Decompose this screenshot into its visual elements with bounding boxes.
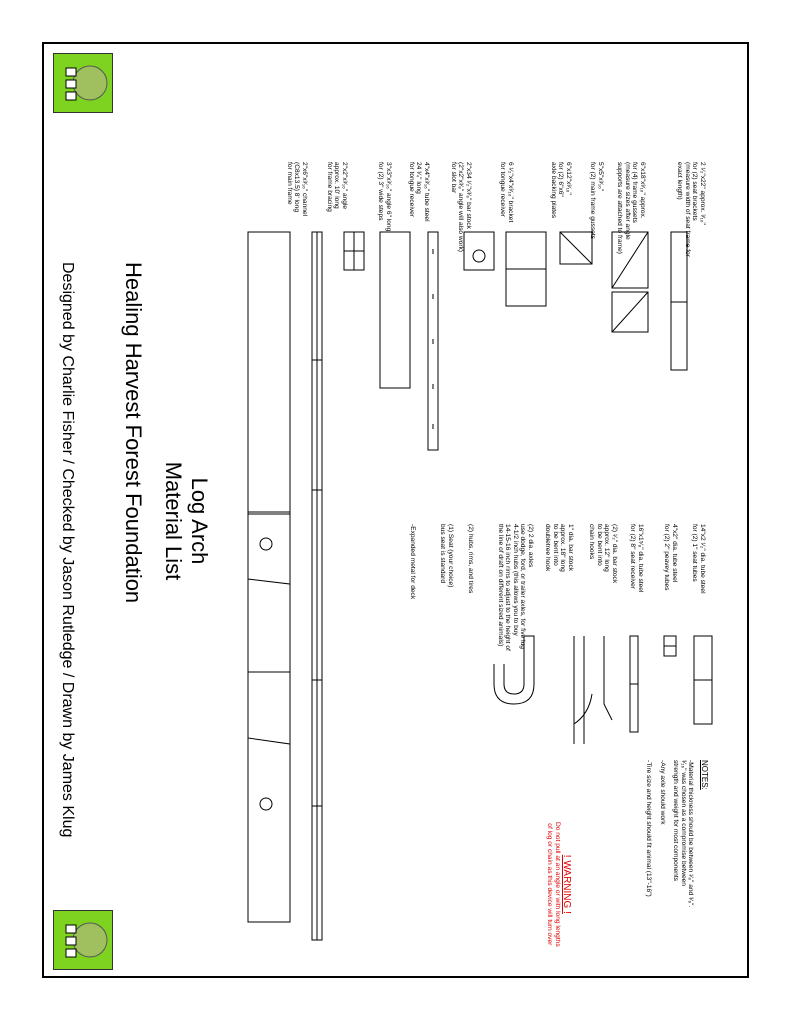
part-chain-hooks xyxy=(574,636,612,744)
part-seat-brackets xyxy=(671,232,687,370)
material-line: approx. 12" long xyxy=(603,524,611,572)
material-line: 4-1/2 inch hubs (this allows you to buy xyxy=(511,524,519,636)
part-steps xyxy=(344,232,364,270)
material-line: for (2) main frame gussets xyxy=(589,162,597,239)
material-line: for (2) 1" seat tubes xyxy=(691,524,699,582)
material-line: to be bent into xyxy=(595,524,603,566)
notes-heading: NOTES: xyxy=(700,760,709,790)
part-frame-bracing xyxy=(312,232,322,940)
material-line: 3"x3"x³⁄₁₆" angle 6" long xyxy=(385,162,392,232)
warning-line-1: Do not pull at an angle or with long lengths xyxy=(554,822,561,947)
material-line: 6"x18"x³⁄₁₆" approx. xyxy=(639,162,646,219)
parts-drawing xyxy=(44,44,749,978)
material-line: (2) hubs, rims, and tires xyxy=(467,524,474,594)
material-line: for (2) 8" seat receiver xyxy=(629,524,637,590)
material-line: (C8x13.5) 8' long xyxy=(293,162,301,213)
material-line: (measure width of seat frame for xyxy=(683,162,691,257)
title-material-list: Material List xyxy=(161,461,186,581)
material-line: 1" dia. bar stock xyxy=(567,524,574,572)
material-line: doubletree hook xyxy=(544,524,552,572)
material-line: (measure sizes after angle xyxy=(623,162,631,240)
material-line: to be bent into xyxy=(551,524,559,566)
material-line: approx. 18" long xyxy=(559,524,567,572)
part-frame-gussets xyxy=(612,232,648,332)
material-line: for (2) seat brackets xyxy=(691,162,699,221)
material-line: use dodge, ford, or trailer axles, for five lug xyxy=(519,524,527,649)
note-1-l1: -Material thickness should be between ¹⁄₈" and ³⁄₈". xyxy=(687,760,695,908)
material-line: chain hooks xyxy=(588,524,596,560)
material-line: for slot bar xyxy=(449,162,457,194)
org-name: Healing Harvest Forest Foundation xyxy=(121,262,146,604)
drawing-sheet xyxy=(42,42,749,978)
material-line: -Expanded metal for deck xyxy=(409,524,416,600)
part-seat-receiver xyxy=(630,636,638,732)
material-line: 2"x6"x³⁄₁₆" channel xyxy=(301,162,308,217)
material-line: 16"x1⁵⁄₈" dia. tube steel xyxy=(637,524,644,593)
part-slot-bar xyxy=(428,232,438,450)
material-line: for tongue receiver xyxy=(407,162,415,217)
material-line: for (2) 6"x6" xyxy=(557,162,565,197)
material-line: 4"x4"x³⁄₁₆" tube steel xyxy=(423,162,430,222)
part-peavey-tubes xyxy=(664,636,676,656)
note-2: -Any axle should work xyxy=(658,760,666,825)
warning-line-2: of log or chain as this device will turn over xyxy=(546,823,554,946)
material-line: for main frame xyxy=(285,162,293,205)
material-line: exact length) xyxy=(676,162,684,200)
material-line: the line of draft on different sized animals) xyxy=(496,524,504,647)
material-line: 2 ¹⁄₂"x22" approx. ³⁄₁₆" xyxy=(699,162,706,225)
material-line: 14"x2 ¹⁄₂" dia. tube steel xyxy=(699,524,706,594)
note-3: -Tire size and height should fit animal (13"-16") xyxy=(645,760,653,897)
material-line: supports are attached to frame) xyxy=(616,162,624,254)
material-line: approx. 10' long xyxy=(333,162,341,209)
material-line: 24 ³⁄₄" long xyxy=(415,162,423,194)
part-main-frame-gussets xyxy=(560,232,592,264)
material-line: (2) 2 dia. axles xyxy=(527,524,534,568)
material-line: 6"x12"x³⁄₁₆" xyxy=(565,162,572,195)
material-line: bus seat is standard xyxy=(439,524,447,584)
material-line: 6 ¹⁄₂"x4"x³⁄₁₆" bracket xyxy=(507,162,514,223)
material-line: (1) Seat (your choice) xyxy=(447,524,454,588)
material-line: for (4) frame gussets xyxy=(631,162,639,223)
material-line: for tongue receiver xyxy=(499,162,507,217)
title-log-arch: Log Arch xyxy=(187,477,212,565)
part-seat-tubes xyxy=(694,636,712,724)
part-tongue-receiver xyxy=(380,232,410,388)
material-line: (2"x2"x³⁄₈" angle will also work) xyxy=(457,162,465,253)
credits: Designed by Charlie Fisher / Checked by Jason Rutledge / Drawn by James Klug xyxy=(59,262,76,838)
material-line: for frame bracing xyxy=(325,162,333,212)
material-line: 5"x5"x³⁄₁₆" xyxy=(597,162,604,192)
material-line: 2"x34 ¹⁄₂"x³⁄₈" bar stock xyxy=(465,162,472,229)
note-1-l2: ³⁄₁₆" was chosen as a compromise between xyxy=(679,760,687,886)
part-doubletree-hook xyxy=(494,636,534,704)
note-1-l3: strength and weight for most components xyxy=(672,760,680,881)
material-line: for (2) 3" wide steps xyxy=(377,162,385,221)
material-line: 4"x2" dia. tube steel xyxy=(671,524,678,583)
material-line: 2"x2"x³⁄₁₆" angle xyxy=(341,162,348,210)
material-line: axle backing plates xyxy=(549,162,557,219)
material-line: 14-15-16 inch rims to adjust to the height of xyxy=(504,524,512,651)
part-axle-backing xyxy=(506,232,546,306)
part-main-frame xyxy=(248,232,290,922)
material-line: for (2) 2" peavey tubes xyxy=(663,524,671,591)
warning-heading: ! WARNING ! xyxy=(561,854,572,914)
part-tongue-bracket xyxy=(464,232,494,270)
material-line: (2) ¹⁄₂" dia. bar stock xyxy=(611,524,618,584)
